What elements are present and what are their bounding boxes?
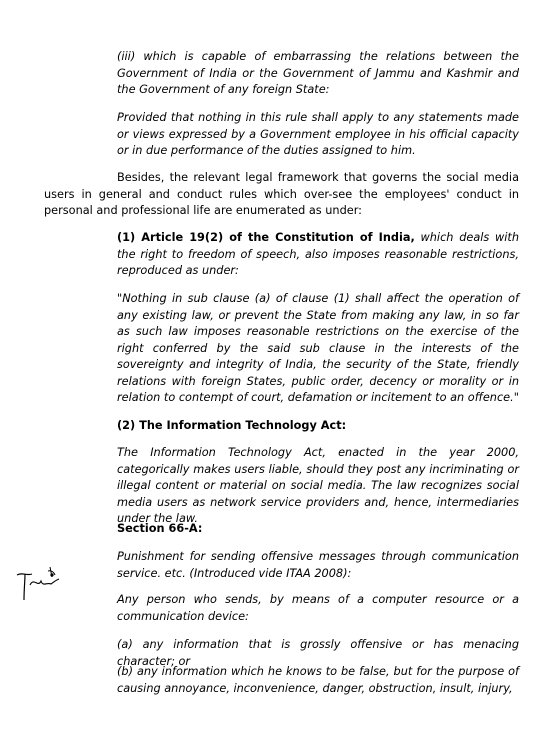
- section66a-punishment: Punishment for sending offensive messages through communication service. etc. (Introduced vide ITAA 2008):: [117, 550, 519, 580]
- clause-iii: (iii) which is capable of embarrassing the relations between the Government of India or the Government of Jammu and Kashmir and the Government of any foreign State:: [117, 50, 519, 96]
- item1-paragraph: [117, 230, 519, 280]
- section66a-any-person: Any person who sends, by means of a computer resource or a communication device:: [117, 593, 519, 623]
- besides-paragraph: Besides, the relevant legal framework that governs the social media users in general and conduct rules which over-see the employees' conduct in personal and professional life are enumerated as under:: [44, 171, 519, 217]
- section66a-clause-a: (a) any information that is grossly offensive or has menacing character; or: [117, 638, 519, 668]
- item2-heading: (2) The Information Technology Act:: [117, 419, 347, 432]
- handwritten-signature: [14, 563, 62, 603]
- section66a-clause-b: (b) any information which he knows to be false, but for the purpose of causing annoyance, inconvenience, danger, obstruction, insult, injury,: [117, 665, 519, 695]
- item1-heading: (1) Article 19(2) of the Constitution of India,: [117, 231, 415, 244]
- item2-text: The Information Technology Act, enacted in the year 2000, categorically makes users liable, should they post any incriminating or illegal content or material on social media. The law recognizes social media users as network service providers and, hence, intermediaries under the law.: [117, 446, 519, 525]
- item1-text: which deals with the right to freedom of speech, also imposes reasonable restrictions, reproduced as under:: [117, 231, 519, 277]
- item1-quote: "Nothing in sub clause (a) of clause (1) shall affect the operation of any existing law, or prevent the State from making any law, in so far as such law imposes reasonable restrictions on the exercise of the right conferred by the said sub clause in the interests of the sovereignty and integrity of India, the security of the State, friendly relations with foreign States, public order, decency or morality or in relation to contempt of court, defamation or incitement to an offence.": [117, 292, 519, 404]
- section66a-heading: Section 66-A:: [117, 522, 203, 535]
- proviso-paragraph: Provided that nothing in this rule shall apply to any statements made or views expressed by a Government employee in his official capacity or in due performance of the duties assigned to him.: [117, 111, 519, 157]
